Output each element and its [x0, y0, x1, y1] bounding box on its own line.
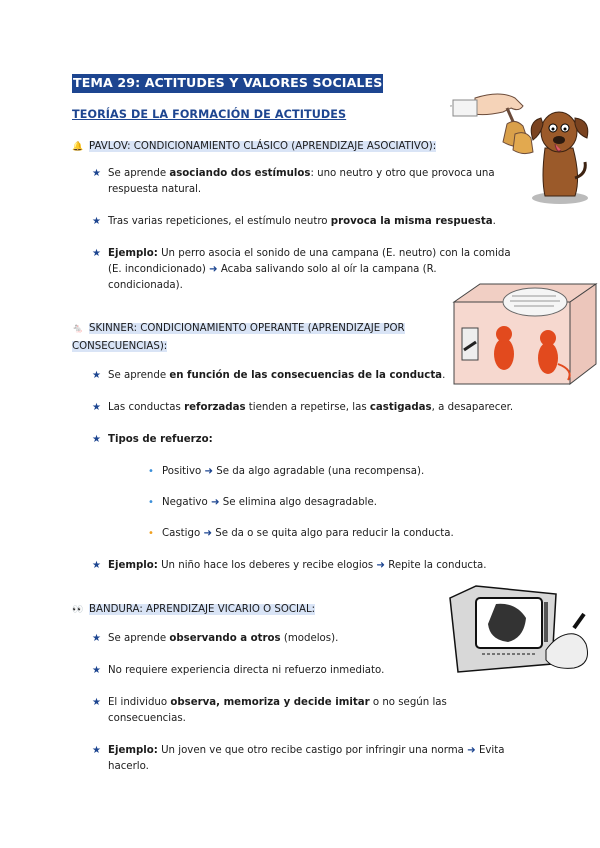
arrow-right-icon: ➜	[376, 560, 385, 571]
skinner-box-illustration	[450, 280, 598, 386]
dot-bullet-icon: •	[148, 497, 154, 508]
list-item: ★ Tras varias repeticiones, el estímulo neutro provoca la misma respuesta.	[92, 214, 512, 230]
arrow-right-icon: ➜	[204, 466, 214, 477]
bandura-tv-illustration	[446, 584, 596, 674]
list-item: ★ Ejemplo: Un niño hace los deberes y recibe elogios ➜ Repite la conducta.	[92, 558, 532, 574]
star-bullet-icon: ★	[92, 168, 101, 179]
list-item: ★ Ejemplo: Un joven ve que otro recibe castigo por infringir una norma ➜ Evita hacerlo.	[92, 745, 505, 772]
arrow-right-icon: ➜	[203, 528, 212, 539]
arrow-right-icon: ➜	[210, 497, 220, 508]
list-item: ★ Se aprende observando a otros (modelos).	[92, 631, 512, 647]
section-subtitle: TEORÍAS DE LA FORMACIÓN DE ACTITUDES	[72, 108, 347, 121]
section-heading-pavlov: 🔔 PAVLOV: CONDICIONAMIENTO CLÁSICO (APRENDIZAJE ASOCIATIVO):	[72, 138, 436, 156]
arrow-right-icon: ➜	[467, 745, 476, 756]
star-bullet-icon: ★	[92, 216, 101, 227]
star-bullet-icon: ★	[92, 248, 101, 259]
star-bullet-icon: ★	[92, 402, 101, 413]
list-item: ★ Las conductas reforzadas tienden a repetirse, las castigadas, a desaparecer.	[92, 400, 552, 416]
star-bullet-icon: ★	[92, 560, 101, 571]
reinforcement-type-negative: • Negativo ➜ Se elimina algo desagradable.	[148, 495, 377, 511]
dot-bullet-icon: •	[148, 528, 154, 539]
bell-icon: 🔔	[72, 142, 84, 152]
star-bullet-icon: ★	[92, 434, 101, 445]
list-item: ★ Se aprende asociando dos estímulos: uno neutro y otro que provoca una respuesta natural.	[92, 168, 495, 195]
list-item: ★ Se aprende en función de las consecuencias de la conducta.	[92, 368, 452, 384]
mouse-icon: 🐁	[72, 324, 84, 334]
eyes-icon: 👀	[72, 605, 84, 615]
star-bullet-icon: ★	[92, 633, 101, 644]
page-title: TEMA 29: ACTITUDES Y VALORES SOCIALES	[72, 74, 383, 93]
list-item: ★ El individuo observa, memoriza y decide imitar o no según las consecuencias.	[92, 697, 447, 724]
arrow-right-icon: ➜	[209, 264, 218, 275]
star-bullet-icon: ★	[92, 665, 101, 676]
section-heading-bandura: 👀 BANDURA: APRENDIZAJE VICARIO O SOCIAL:	[72, 601, 315, 619]
list-item: ★ Tipos de refuerzo:	[92, 432, 512, 448]
dot-bullet-icon: •	[148, 466, 154, 477]
reinforcement-type-punishment: • Castigo ➜ Se da o se quita algo para reducir la conducta.	[148, 526, 454, 542]
star-bullet-icon: ★	[92, 370, 101, 381]
list-item: ★ Ejemplo: Un perro asocia el sonido de una campana (E. neutro) con la comida (E. incondicionado) ➜ Acaba salivando solo al oír la campana (R. condicionada).	[92, 248, 511, 291]
list-item: ★ No requiere experiencia directa ni refuerzo inmediato.	[92, 663, 512, 679]
star-bullet-icon: ★	[92, 697, 101, 708]
reinforcement-type-positive: • Positivo ➜ Se da algo agradable (una recompensa).	[148, 464, 424, 480]
section-heading-skinner: 🐁 SKINNER: CONDICIONAMIENTO OPERANTE (APRENDIZAJE POR CONSECUENCIAS):	[72, 323, 405, 352]
star-bullet-icon: ★	[92, 745, 101, 756]
